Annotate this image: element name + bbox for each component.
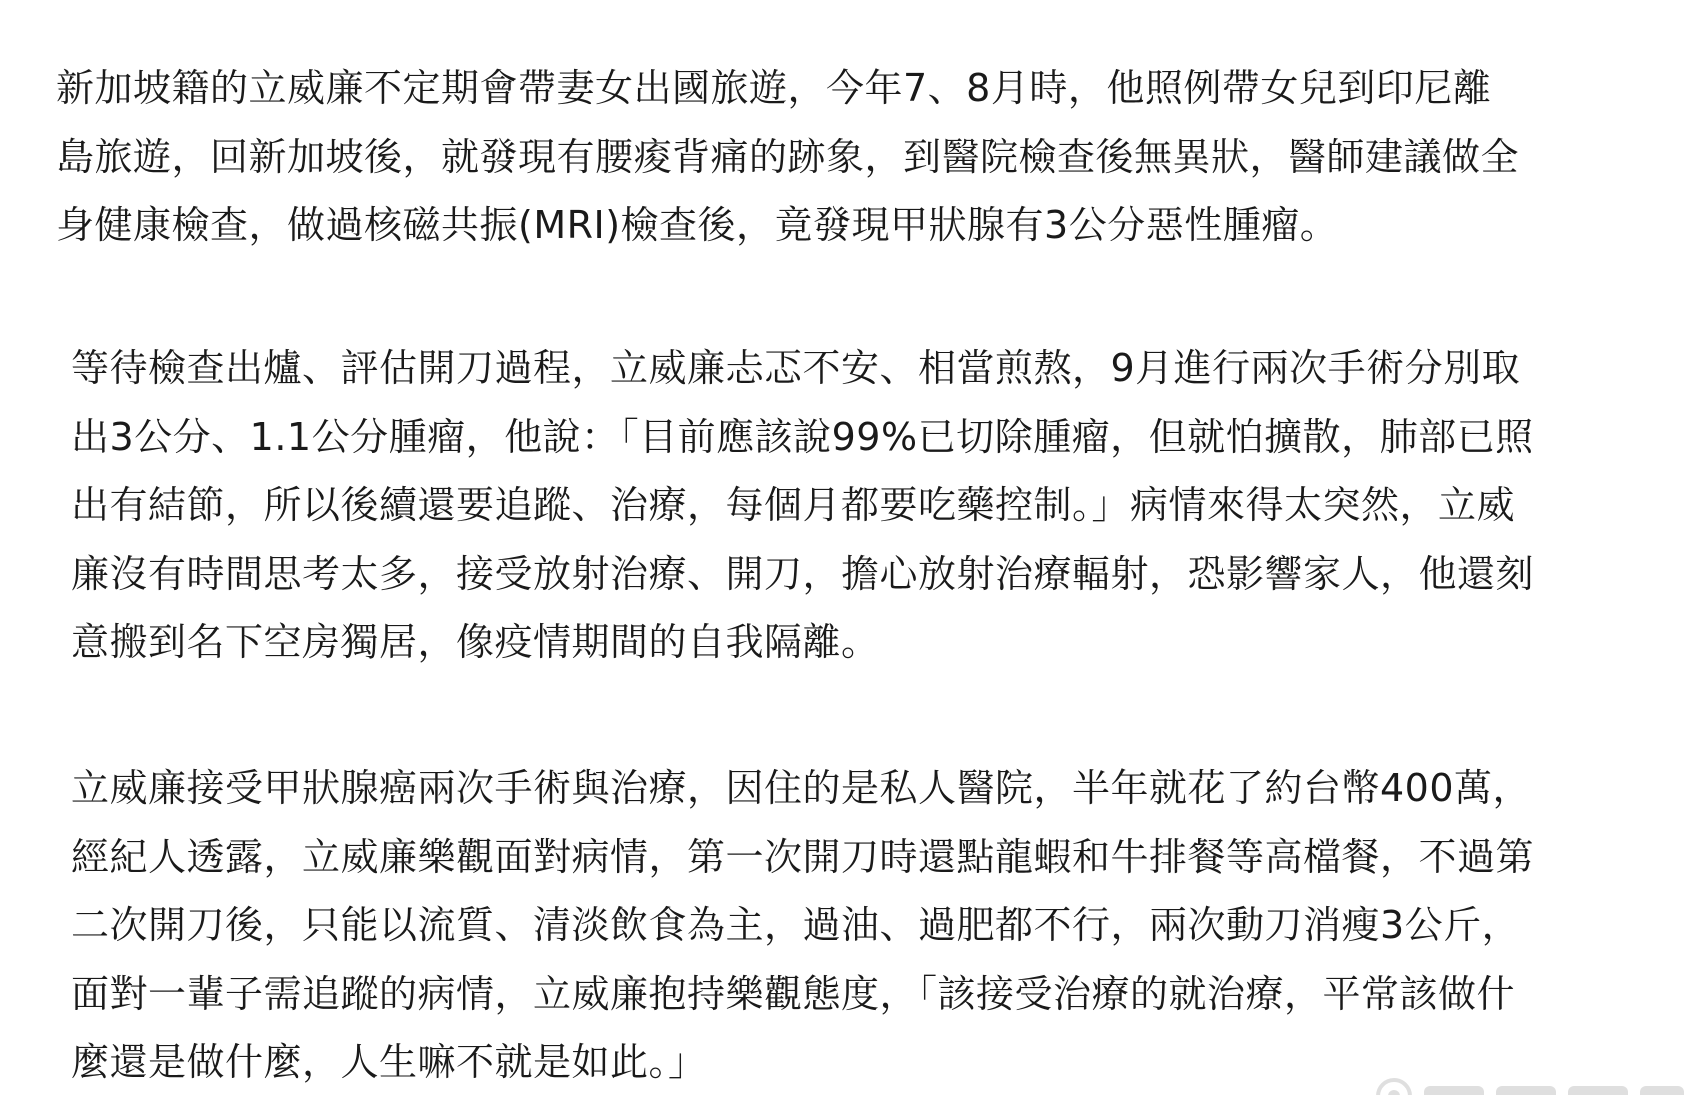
paragraph-line: 等待檢查出爐、評估開刀過程，立威廉忐忑不安、相當煎熬，9月進行兩次手術分別取	[71, 346, 1521, 390]
paragraph-line: 島旅遊，回新加坡後，就發現有腰痠背痛的跡象，到醫院檢查後無異狀，醫師建議做全	[56, 134, 1520, 179]
watermark-logo-icon	[1372, 1074, 1692, 1095]
paragraph-3	[71, 754, 1671, 1095]
paragraph-line: 新加坡籍的立威廉不定期會帶妻女出國旅遊，今年7、8月時，他照例帶女兒到印尼離	[56, 66, 1492, 110]
paragraph-line: 意搬到名下空房獨居，像疫情期間的自我隔離。	[71, 620, 880, 664]
paragraph-line: 面對一輩子需追蹤的病情，立威廉抱持樂觀態度，「該接受治療的就治療，平常該做什	[71, 971, 1516, 1016]
paragraph-line: 身健康檢查，做過核磁共振(MRI)檢查後，竟發現甲狀腺有3公分惡性腫瘤。	[56, 203, 1339, 247]
paragraph-line: 經紀人透露，立威廉樂觀面對病情，第一次開刀時還點龍蝦和牛排餐等高檔餐，不過第	[71, 834, 1535, 879]
paragraph-line: 立威廉接受甲狀腺癌兩次手術與治療，因住的是私人醫院，半年就花了約台幣400萬，	[71, 766, 1532, 810]
paragraph-1	[56, 54, 1656, 260]
paragraph-2	[71, 334, 1671, 677]
paragraph-line: 麼還是做什麼，人生嘛不就是如此。」	[71, 1040, 707, 1084]
paragraph-line: 二次開刀後，只能以流質、清淡飲食為主，過油、過肥都不行，兩次動刀消瘦3公斤，	[71, 903, 1521, 947]
paragraph-line: 廉沒有時間思考太多，接受放射治療、開刀，擔心放射治療輻射，恐影響家人，他還刻	[71, 551, 1535, 596]
paragraph-line: 出有結節，所以後續還要追蹤、治療，每個月都要吃藥控制。」病情來得太突然，立威	[71, 483, 1516, 527]
paragraph-line: 出3公分、1.1公分腫瘤，他說：「目前應該說99%已切除腫瘤，但就怕擴散，肺部已照	[71, 414, 1534, 459]
